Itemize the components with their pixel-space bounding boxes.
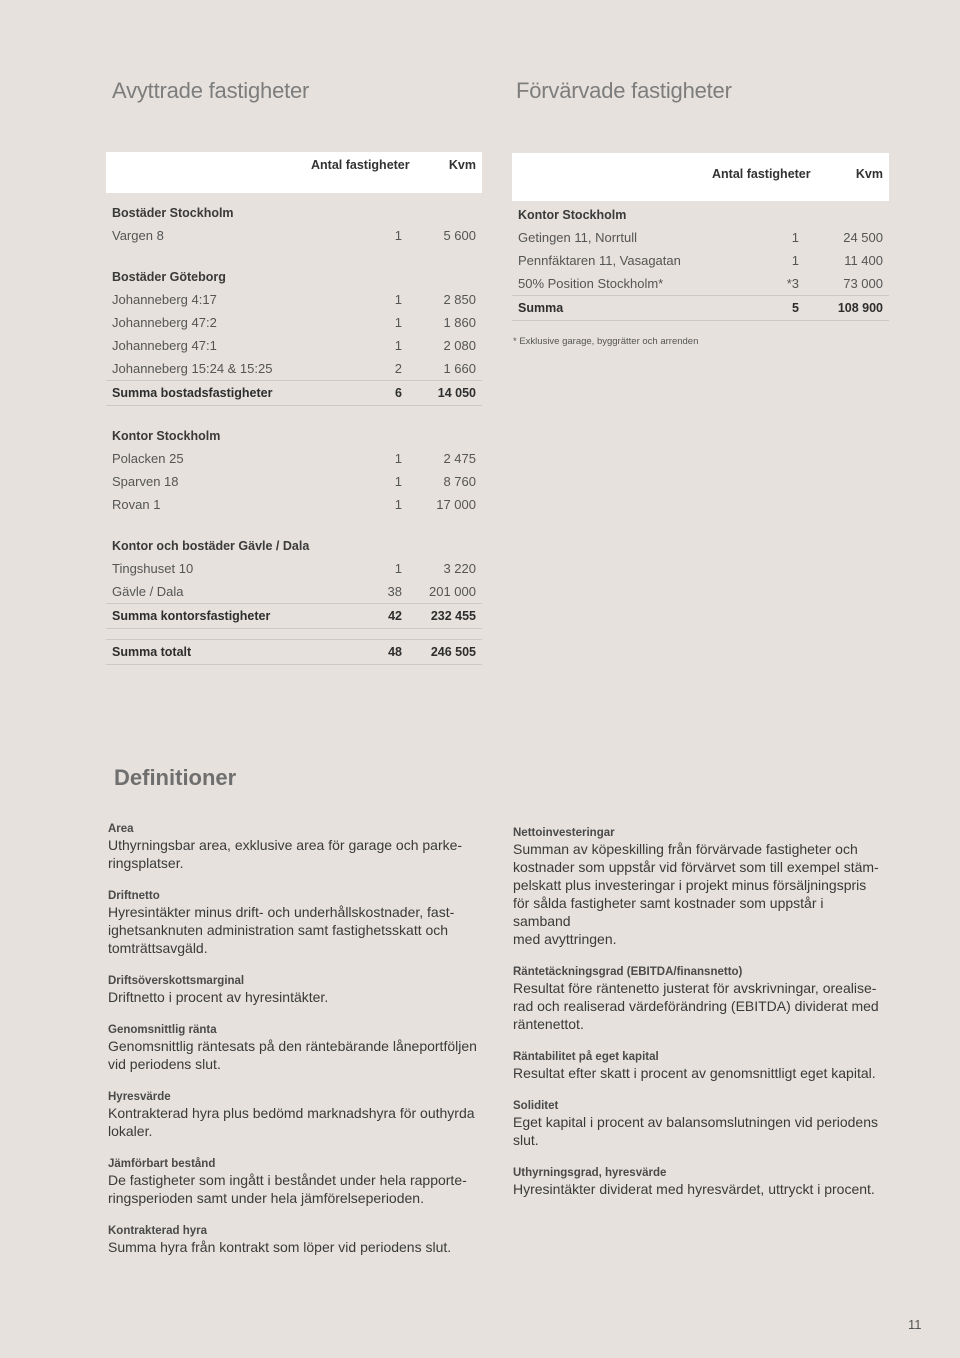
property-area: 11 400	[844, 253, 883, 268]
definition-term: Nettoinvesteringar	[513, 827, 615, 839]
table-row	[106, 357, 482, 380]
definition-term: Genomsnittlig ränta	[108, 1024, 217, 1036]
property-count: 1	[394, 292, 402, 307]
property-count: 1	[394, 474, 402, 489]
table-header	[106, 152, 482, 193]
definition-item	[513, 965, 883, 1033]
group-heading	[106, 424, 482, 447]
definition-item	[513, 1166, 883, 1198]
property-area: 2 850	[443, 292, 476, 307]
property-name: Vargen 8	[112, 228, 164, 243]
definition-item	[513, 826, 883, 948]
property-name: Summa totalt	[112, 645, 192, 659]
property-count: 1	[791, 253, 799, 268]
property-name: Summa	[518, 301, 564, 315]
property-name: Gävle / Dala	[112, 584, 184, 599]
definition-item	[108, 1023, 478, 1073]
table-row	[106, 580, 482, 603]
table-row	[106, 493, 482, 516]
summary-row	[512, 295, 889, 321]
definition-term: Jämförbart bestånd	[108, 1158, 216, 1170]
table-row	[106, 334, 482, 357]
table-row	[106, 311, 482, 334]
definition-item	[108, 974, 478, 1006]
definition-text: Uthyrningsbar area, exklusive area för garage och parke- ringsplatser.	[108, 837, 463, 871]
table-row	[106, 557, 482, 580]
property-count: *3	[786, 276, 799, 291]
property-area: 8 760	[443, 474, 476, 489]
header-count: Antal fastigheter	[311, 158, 410, 172]
definition-term: Räntabilitet på eget kapital	[513, 1051, 659, 1063]
definition-term: Uthyrningsgrad, hyresvärde	[513, 1167, 667, 1179]
property-name: Johanneberg 4:17	[112, 292, 217, 307]
property-area: 14 050	[437, 386, 476, 400]
property-area: 2 475	[443, 451, 476, 466]
table-row	[106, 224, 482, 247]
property-name: Johanneberg 47:2	[112, 315, 217, 330]
definition-text: Resultat före räntenetto justerat för avskrivningar, orealise- rad och realiserad värdeförändring (EBITDA) dividerat med räntenettot.	[513, 980, 879, 1032]
property-area: 17 000	[436, 497, 476, 512]
definition-text: De fastigheter som ingått i beståndet under hela rapporte- ringsperioden samt under hela jämförelseperioden.	[108, 1172, 467, 1206]
property-count: 1	[394, 228, 402, 243]
definition-text: Eget kapital i procent av balansomslutningen vid periodens slut.	[513, 1114, 879, 1148]
property-name: Rovan 1	[112, 497, 161, 512]
property-count: 1	[791, 230, 799, 245]
property-name: Tingshuset 10	[112, 561, 194, 576]
definition-item	[513, 1099, 883, 1149]
header-area: Kvm	[855, 167, 883, 181]
definition-term: Driftnetto	[108, 890, 160, 902]
group-heading: Kontor Stockholm	[518, 208, 627, 222]
summary-row-total	[106, 639, 482, 665]
table-row	[106, 288, 482, 311]
definition-text: Hyresintäkter dividerat med hyresvärdet, uttryckt i procent.	[513, 1181, 875, 1197]
definition-term: Hyresvärde	[108, 1091, 171, 1103]
summary-row-residential	[106, 380, 482, 406]
definition-term: Räntetäckningsgrad (EBITDA/finansnetto)	[513, 966, 743, 978]
header-count: Antal fastigheter	[712, 167, 811, 181]
definition-term: Soliditet	[513, 1100, 559, 1112]
definition-text: Summan av köpeskilling från förvärvade fastigheter och kostnader som uppstår vid förvärvet som till exempel stäm- pelskatt plus investeringar i projekt minus försäljningspris för sålda fastigheter samt kostnader som uppstår i samband med avyttringen.	[513, 841, 879, 947]
property-count: 1	[394, 315, 402, 330]
property-area: 5 600	[443, 228, 476, 243]
property-count: 1	[394, 497, 402, 512]
group-heading-label: Kontor och bostäder Gävle / Dala	[112, 539, 310, 553]
definition-text: Driftnetto i procent av hyresintäkter.	[108, 989, 329, 1005]
footnote: * Exklusive garage, byggrätter och arrenden	[513, 336, 699, 347]
table-header	[512, 153, 889, 201]
property-count: 5	[792, 301, 799, 315]
property-count: 38	[387, 584, 402, 599]
property-name: Summa bostadsfastigheter	[112, 386, 273, 400]
group-heading-label: Bostäder Göteborg	[112, 270, 226, 284]
group-heading	[106, 265, 482, 288]
table-row	[512, 272, 889, 295]
definition-term: Driftsöverskottsmarginal	[108, 975, 245, 987]
property-count: 1	[394, 451, 402, 466]
group-heading	[106, 534, 482, 557]
definition-term: Area	[108, 823, 134, 835]
group-heading-label: Kontor Stockholm	[112, 429, 221, 443]
definition-item	[108, 822, 478, 872]
acquired-properties-table	[512, 153, 889, 321]
property-count: 1	[394, 338, 402, 353]
divested-properties-table	[106, 152, 482, 665]
property-area: 24 500	[843, 230, 883, 245]
header-area: Kvm	[448, 158, 476, 172]
group-heading-label: Bostäder Stockholm	[112, 206, 234, 220]
property-count: 1	[394, 561, 402, 576]
property-area: 1 660	[443, 361, 476, 376]
property-name: 50% Position Stockholm*	[518, 276, 664, 291]
definition-text: Hyresintäkter minus drift- och underhållskostnader, fast- ighetsanknuten administration samt fastighetsskatt och tomträttsavgäld.	[108, 904, 455, 956]
table-row	[106, 470, 482, 493]
definition-item	[108, 1157, 478, 1207]
definition-item	[513, 1050, 883, 1082]
definition-text: Genomsnittlig räntesats på den räntebärande låneportföljen vid periodens slut.	[108, 1038, 477, 1072]
definitions-column-left	[108, 822, 478, 1273]
property-area: 3 220	[443, 561, 476, 576]
definition-text: Resultat efter skatt i procent av genomsnittligt eget kapital.	[513, 1065, 876, 1081]
property-name: Polacken 25	[112, 451, 184, 466]
property-area: 108 900	[837, 301, 883, 315]
definition-text: Kontrakterad hyra plus bedömd marknadshyra för outhyrda lokaler.	[108, 1105, 475, 1139]
property-name: Summa kontorsfastigheter	[112, 609, 271, 623]
summary-row-office	[106, 603, 482, 629]
group-heading	[106, 201, 482, 224]
definition-term: Kontrakterad hyra	[108, 1225, 208, 1237]
property-area: 1 860	[443, 315, 476, 330]
table-row	[512, 249, 889, 272]
property-count: 6	[395, 386, 402, 400]
table-row	[106, 447, 482, 470]
right-section-title: Förvärvade fastigheter	[516, 78, 732, 103]
definition-item	[108, 889, 478, 957]
property-area: 2 080	[443, 338, 476, 353]
property-name: Johanneberg 47:1	[112, 338, 217, 353]
definition-item	[108, 1090, 478, 1140]
property-count: 42	[388, 609, 402, 623]
property-area: 232 455	[430, 609, 476, 623]
definition-item	[108, 1224, 478, 1256]
page-number: 11	[908, 1317, 922, 1332]
property-count: 2	[394, 361, 402, 376]
property-area: 201 000	[429, 584, 476, 599]
table-row	[512, 226, 889, 249]
definition-text: Summa hyra från kontrakt som löper vid periodens slut.	[108, 1239, 452, 1255]
property-name: Johanneberg 15:24 & 15:25	[112, 361, 273, 376]
definitions-title: Definitioner	[114, 765, 237, 790]
property-area: 73 000	[843, 276, 883, 291]
definitions-column-right	[513, 826, 883, 1215]
left-section-title: Avyttrade fastigheter	[112, 78, 310, 103]
property-name: Sparven 18	[112, 474, 179, 489]
property-area: 246 505	[430, 645, 476, 659]
property-name: Pennfäktaren 11, Vasagatan	[518, 253, 681, 268]
property-count: 48	[388, 645, 402, 659]
property-name: Getingen 11, Norrtull	[518, 230, 637, 245]
